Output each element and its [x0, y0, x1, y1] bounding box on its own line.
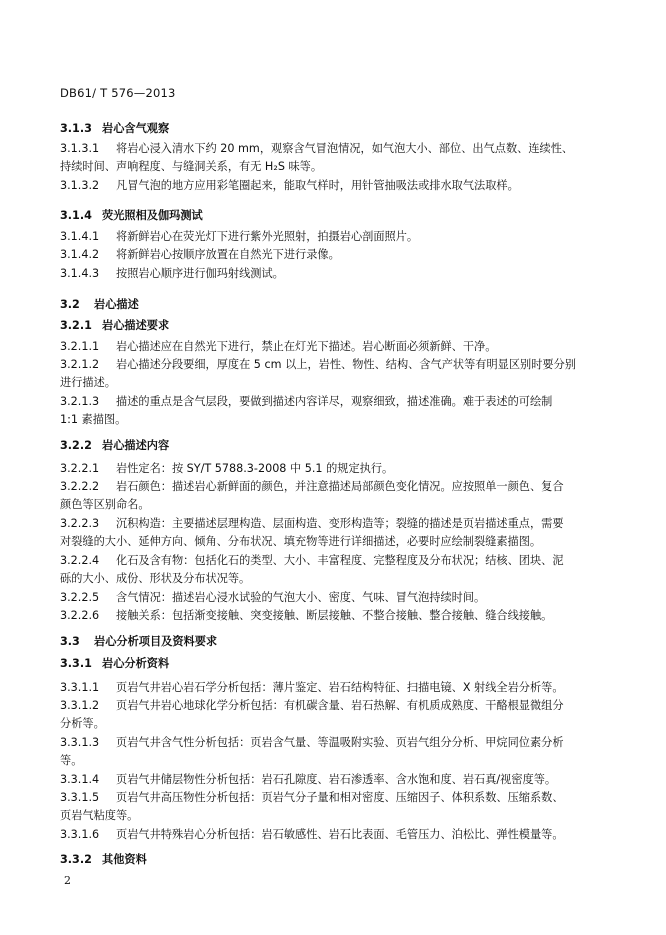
clause-number: 3.2.2.2 [60, 480, 100, 493]
clause-number: 3.2.1 [60, 319, 92, 332]
clause-number: 3.2.2.1 [60, 462, 100, 475]
paragraph-line [60, 680, 622, 695]
paragraph-continuation [60, 753, 622, 768]
section-heading [60, 438, 622, 453]
heading-text: 岩心分析资料 [102, 657, 170, 670]
heading-text: 岩心描述内容 [102, 439, 170, 452]
paragraph-line [60, 772, 622, 787]
paragraph-line [60, 698, 622, 713]
clause-number: 3.2.2.5 [60, 591, 100, 604]
clause-number: 3.1.3 [60, 122, 92, 135]
clause-number: 3.3.1.2 [60, 699, 100, 712]
clause-text: 页岩气井特殊岩心分析包括：岩石敏感性、岩石比表面、毛管压力、泊松比、弹性模量等。 [116, 828, 564, 841]
clause-number: 3.2.1.3 [60, 395, 100, 408]
paragraph-line [60, 394, 622, 409]
clause-number: 3.1.4.1 [60, 230, 100, 243]
section-heading [60, 318, 622, 333]
clause-text: 分析等。 [60, 717, 105, 730]
clause-text: 岩心描述分段要细，厚度在 5 cm 以上，岩性、物性、结构、含气产状等有明显区别时要分别 [116, 358, 576, 371]
clause-number: 3.3.1.4 [60, 773, 100, 786]
clause-text: 将新鲜岩心按顺序放置在自然光下进行录像。 [116, 248, 340, 261]
clause-number: 3.3.1.6 [60, 828, 100, 841]
paragraph-line [60, 229, 622, 244]
clause-number: 3.3.1.5 [60, 791, 100, 804]
section-heading [60, 297, 622, 312]
clause-text: 页岩气井储层物性分析包括：岩石孔隙度、岩石渗透率、含水饱和度、岩石真/视密度等。 [116, 773, 557, 786]
clause-text: 颜色等区别命名。 [60, 498, 150, 511]
clause-text: 页岩气井高压物性分析包括：页岩气分子量和相对密度、压缩因子、体积系数、压缩系数、 [116, 791, 564, 804]
clause-number: 3.2.1.2 [60, 358, 100, 371]
heading-text: 荧光照相及伽玛测试 [102, 209, 203, 222]
clause-text: 岩性定名：按 SY/T 5788.3-2008 中 5.1 的规定执行。 [116, 462, 394, 475]
clause-text: 砾的大小、成份、形状及分布状况等。 [60, 572, 251, 585]
paragraph-line [60, 461, 622, 476]
clause-number: 3.3.1.3 [60, 736, 100, 749]
clause-text: 进行描述。 [60, 376, 116, 389]
clause-number: 3.3.1.1 [60, 681, 100, 694]
heading-text: 岩心含气观察 [102, 122, 170, 135]
clause-text: 对裂缝的大小、延伸方向、倾角、分布状况、填充物等进行详细描述，必要时应绘制裂缝素描图。 [60, 535, 542, 548]
clause-number: 3.2.2.3 [60, 517, 100, 530]
page-number: 2 [64, 874, 71, 887]
clause-number: 3.2.2.4 [60, 554, 100, 567]
paragraph-line [60, 178, 622, 193]
clause-text: 等。 [60, 754, 83, 767]
section-heading [60, 656, 622, 671]
paragraph-line [60, 357, 622, 372]
clause-text: 接触关系：包括渐变接触、突变接触、断层接触、不整合接触、整合接触、缝合线接触。 [116, 609, 553, 622]
paragraph-continuation [60, 808, 622, 823]
paragraph-continuation [60, 412, 622, 427]
clause-text: 页岩气粘度等。 [60, 809, 139, 822]
clause-number: 3.3.1 [60, 657, 92, 670]
clause-number: 3.2.2.6 [60, 609, 100, 622]
clause-text: 化石及含有物：包括化石的类型、大小、丰富程度、完整程度及分布状况；结核、团块、泥 [116, 554, 564, 567]
paragraph-continuation [60, 375, 622, 390]
clause-number: 3.1.4.2 [60, 248, 100, 261]
clause-text: 岩石颜色：描述岩心新鲜面的颜色，并注意描述局部颜色变化情况。应按照单一颜色、复合 [116, 480, 564, 493]
paragraph-line [60, 827, 622, 842]
paragraph-line [60, 516, 622, 531]
section-heading [60, 634, 622, 649]
clause-text: 沉积构造：主要描述层理构造、层面构造、变形构造等；裂缝的描述是页岩描述重点，需要 [116, 517, 564, 530]
paragraph-line [60, 266, 622, 281]
paragraph-line [60, 608, 622, 623]
clause-text: 岩心描述应在自然光下进行，禁止在灯光下描述。岩心断面必须新鲜、干净。 [116, 340, 497, 353]
clause-number: 3.2.1.1 [60, 340, 100, 353]
clause-text: 按照岩心顺序进行伽玛射线测试。 [116, 267, 284, 280]
heading-text: 其他资料 [102, 853, 147, 866]
paragraph-continuation [60, 716, 622, 731]
clause-text: 凡冒气泡的地方应用彩笔圈起来，能取气样时，用针管抽吸法或排水取气法取样。 [116, 179, 519, 192]
paragraph-line [60, 590, 622, 605]
paragraph-line [60, 479, 622, 494]
heading-text: 岩心描述要求 [102, 319, 170, 332]
clause-text: 描述的重点是含气层段，要做到描述内容详尽，观察细致，描述准确。难于表述的可绘制 [116, 395, 553, 408]
section-heading [60, 852, 622, 867]
section-heading [60, 208, 622, 223]
standard-code-header: DB61/ T 576—2013 [60, 86, 176, 100]
paragraph-continuation [60, 571, 622, 586]
paragraph-continuation [60, 534, 622, 549]
clause-number: 3.3 [60, 635, 80, 648]
clause-text: 1:1 素描图。 [60, 413, 127, 426]
clause-number: 3.1.4 [60, 209, 92, 222]
clause-number: 3.3.2 [60, 853, 92, 866]
clause-number: 3.1.4.3 [60, 267, 100, 280]
paragraph-line [60, 247, 622, 262]
clause-number: 3.2.2 [60, 439, 92, 452]
paragraph-line [60, 735, 622, 750]
clause-number: 3.2 [60, 298, 80, 311]
paragraph-line [60, 553, 622, 568]
clause-text: 页岩气井含气性分析包括：页岩含气量、等温吸附实验、页岩气组分分析、甲烷同位素分析 [116, 736, 564, 749]
paragraph-continuation [60, 497, 622, 512]
heading-text: 岩心描述 [94, 298, 139, 311]
paragraph-line [60, 790, 622, 805]
paragraph-continuation [60, 159, 622, 174]
clause-number: 3.1.3.1 [60, 142, 100, 155]
clause-text: 持续时间、声响程度、与缝洞关系，有无 H₂S 味等。 [60, 160, 323, 173]
section-heading [60, 121, 622, 136]
heading-text: 岩心分析项目及资料要求 [94, 635, 218, 648]
clause-text: 将新鲜岩心在荧光灯下进行紫外光照射，拍摄岩心剖面照片。 [116, 230, 419, 243]
clause-text: 将岩心浸入清水下约 20 mm，观察含气冒泡情况，如气泡大小、部位、出气点数、连续性、 [116, 142, 574, 155]
paragraph-line [60, 141, 622, 156]
clause-text: 页岩气井岩心岩石学分析包括：薄片鉴定、岩石结构特征、扫描电镜、X 射线全岩分析等。 [116, 681, 564, 694]
clause-text: 页岩气井岩心地球化学分析包括：有机碳含量、岩石热解、有机质成熟度、干酪根显微组分 [116, 699, 564, 712]
paragraph-line [60, 339, 622, 354]
clause-number: 3.1.3.2 [60, 179, 100, 192]
clause-text: 含气情况：描述岩心浸水试验的气泡大小、密度、气味、冒气泡持续时间。 [116, 591, 486, 604]
